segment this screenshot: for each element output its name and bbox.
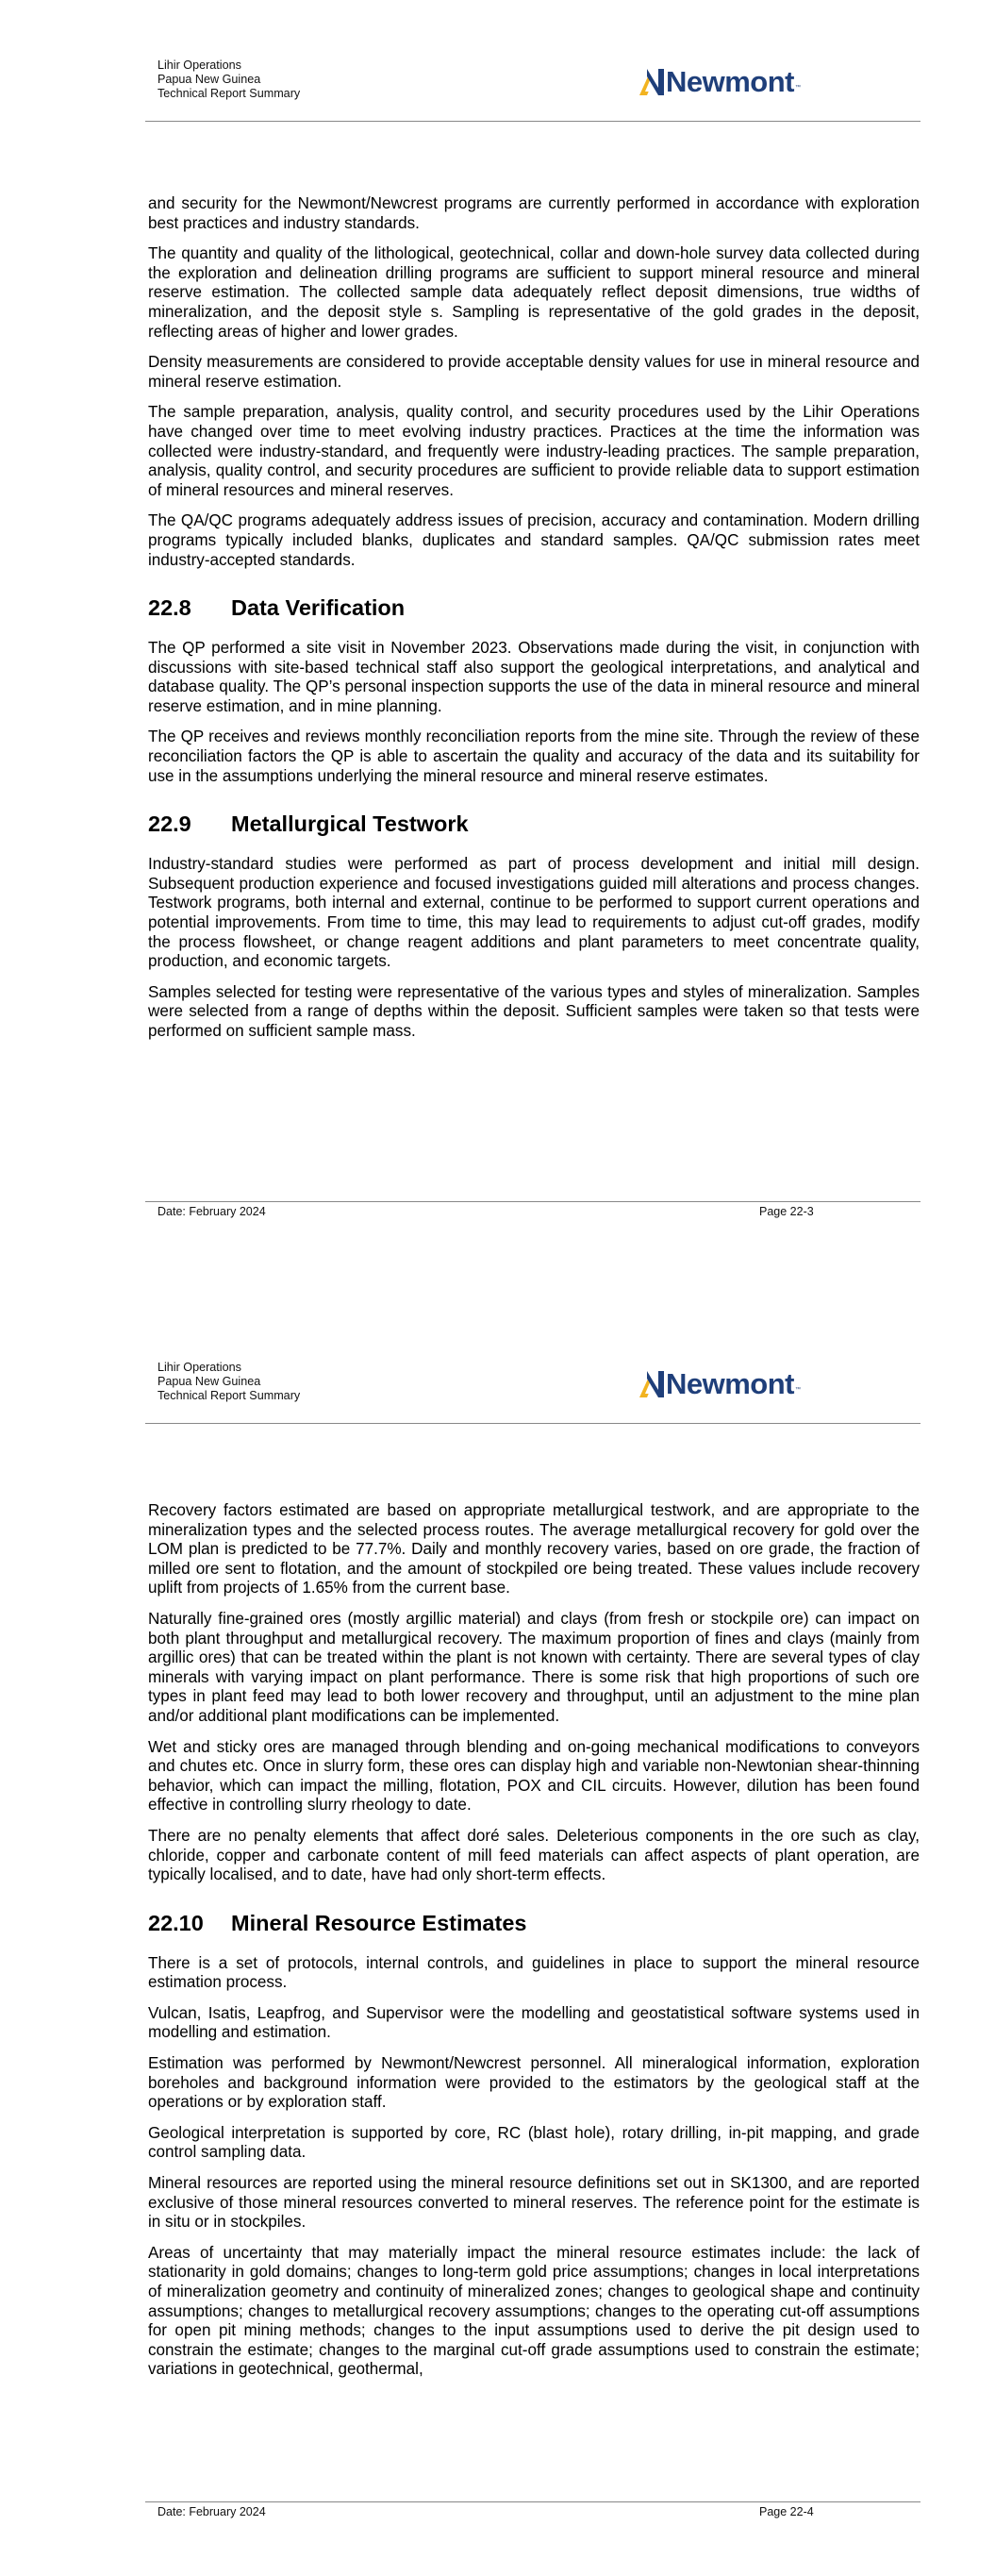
newmont-logo-mark-icon: [639, 1369, 666, 1397]
section-heading-mineral-resource-estimates: [148, 1911, 920, 1936]
document-page-2: [0, 1288, 995, 2576]
footer-page-number: Page 22-4: [759, 2505, 814, 2518]
body-paragraph: The QP receives and reviews monthly reconciliation reports from the mine site. Through the review of these reconciliation factors the QP is able to ascertain the quality and accuracy of the data and its suitability for use in the assumptions underlying the mineral resource and mineral reserve estimates.: [148, 728, 920, 785]
header-report-title: Technical Report Summary: [158, 87, 301, 100]
logo-trademark: ™: [795, 1387, 801, 1393]
footer-page-number: Page 22-3: [759, 1205, 814, 1218]
header-operation: Lihir Operations: [158, 1361, 241, 1374]
section-heading-data-verification: [148, 595, 920, 621]
body-paragraph: The QA/QC programs adequately address issues of precision, accuracy and contamination. Modern drilling programs typically included blanks, duplicates and standard samples. QA/QC submission rates meet industry-accepted standards.: [148, 511, 920, 569]
body-paragraph: Samples selected for testing were representative of the various types and styles of mineralization. Samples were selected from a range of depths within the deposit. Sufficient samples were taken so that tests were performed on sufficient sample mass.: [148, 982, 920, 1040]
page-header-text: [158, 59, 300, 101]
body-paragraph: Mineral resources are reported using the mineral resource definitions set out in SK1300, and are reported exclusive of those mineral resources converted to mineral reserves. The reference point for the estimate is in situ or in stockpiles.: [148, 2174, 920, 2232]
body-paragraph: Vulcan, Isatis, Leapfrog, and Supervisor were the modelling and geostatistical software systems used in modelling and estimation.: [148, 2003, 920, 2042]
page-body: [148, 1501, 920, 2391]
section-number: 22.9: [148, 811, 191, 837]
body-paragraph: Density measurements are considered to provide acceptable density values for use in mineral resource and mineral reserve estimation.: [148, 353, 920, 391]
logo-wordmark: Newmont: [666, 1366, 794, 1400]
header-operation: Lihir Operations: [158, 59, 241, 72]
body-paragraph: Industry-standard studies were performed as part of process development and initial mill design. Subsequent production experience and focused investigations guided mill alterations and process changes. Testwork programs, both internal and external, continue to be performed to support current operations and potential improvements. From time to time, this may lead to requirements to adjust cut-off grades, modify the process flowsheet, or change reagent additions and plant parameters to meet concentrate quality, production, and economic targets.: [148, 855, 920, 971]
header-country: Papua New Guinea: [158, 1375, 261, 1388]
footer-divider: [145, 1201, 920, 1202]
header-country: Papua New Guinea: [158, 73, 261, 86]
section-number: 22.10: [148, 1910, 204, 1935]
footer-date: Date: February 2024: [158, 1205, 266, 1218]
body-paragraph: The quantity and quality of the lithological, geotechnical, collar and down-hole survey data collected during the exploration and delineation drilling programs are sufficient to support mineral resource and mineral reserve estimation. The collected sample data adequately reflect deposit dimensions, true widths of mineralization, and the deposit style s. Sampling is representative of the gold grades in the deposit, reflecting areas of higher and lower grades.: [148, 244, 920, 341]
section-title: Mineral Resource Estimates: [231, 1910, 527, 1935]
header-divider: [145, 1423, 920, 1424]
footer-date: Date: February 2024: [158, 2505, 266, 2518]
body-paragraph: Areas of uncertainty that may materially impact the mineral resource estimates include: the lack of stationarity in gold domains; changes to long-term gold price assumptions; changes in local interpretations of mineralization geometry and continuity of mineralized zones; changes to geological shape and continuity assumptions; changes to metallurgical recovery assumptions; changes to the operating cut-off assumptions for open pit mining methods; changes to the input assumptions used to derive the pit design used to constrain the estimate; changes to the marginal cut-off grade assumptions used to constrain the estimate; variations in geotechnical, geothermal,: [148, 2243, 920, 2379]
body-paragraph: The sample preparation, analysis, quality control, and security procedures used by the Lihir Operations have changed over time to meet evolving industry practices. Practices at the time the information was collected were industry-standard, and frequently were industry-leading practices. The sample preparation, analysis, quality control, and security procedures are sufficient to provide reliable data to support estimation of mineral resources and mineral reserves.: [148, 403, 920, 499]
body-paragraph: There is a set of protocols, internal controls, and guidelines in place to support the mineral resource estimation process.: [148, 1953, 920, 1992]
body-paragraph: There are no penalty elements that affect doré sales. Deleterious components in the ore such as clay, chloride, copper and carbonate content of mill feed materials can affect aspects of plant operation, are typically localised, and to date, have had only short-term effects.: [148, 1826, 920, 1884]
header-divider: [145, 121, 920, 122]
header-report-title: Technical Report Summary: [158, 1389, 301, 1402]
section-title: Metallurgical Testwork: [231, 811, 469, 837]
logo-wordmark: Newmont: [666, 64, 794, 98]
section-heading-metallurgical-testwork: [148, 811, 920, 837]
body-paragraph: Estimation was performed by Newmont/Newcrest personnel. All mineralogical information, exploration boreholes and background information were provided to the estimators by the geological staff at the operations or by exploration staff.: [148, 2054, 920, 2112]
newmont-logo-mark-icon: [639, 67, 666, 95]
page-header-text: [158, 1361, 300, 1403]
body-paragraph: and security for the Newmont/Newcrest programs are currently performed in accordance with exploration best practices and industry standards.: [148, 194, 920, 232]
section-title: Data Verification: [231, 595, 406, 621]
page-body: [148, 194, 920, 1053]
body-paragraph: Recovery factors estimated are based on appropriate metallurgical testwork, and are appropriate to the mineralization types and the selected process routes. The average metallurgical recovery for gold over the LOM plan is predicted to be 77.7%. Daily and monthly recovery varies, based on ore grade, the fraction of milled ore sent to flotation, and the amount of stockpiled ore being treated. These values include recovery uplift from projects of 1.65% from the current base.: [148, 1501, 920, 1597]
logo-trademark: ™: [795, 85, 801, 91]
body-paragraph: Naturally fine-grained ores (mostly argillic material) and clays (from fresh or stockpile ore) can impact on both plant throughput and metallurgical recovery. The maximum proportion of fines and clays (mainly from argillic ores) that can be treated within the plant is not known with certainty. There are several types of clay minerals with varying impact on plant performance. There is some risk that high proportions of such ore types in plant feed may lead to both lower recovery and throughput, until an adjustment to the mine plan and/or additional plant modifications can be implemented.: [148, 1609, 920, 1725]
footer-divider: [145, 2501, 920, 2502]
body-paragraph: Geological interpretation is supported by core, RC (blast hole), rotary drilling, in-pit mapping, and grade control sampling data.: [148, 2123, 920, 2162]
body-paragraph: Wet and sticky ores are managed through blending and on-going mechanical modifications to conveyors and chutes etc. Once in slurry form, these ores can display high and variable non-Newtonian shear-thinning behavior, which can impact the milling, flotation, POX and CIL circuits. However, dilution has been found effective in controlling slurry rheology to date.: [148, 1737, 920, 1815]
newmont-logo: [639, 1364, 801, 1402]
section-number: 22.8: [148, 595, 191, 621]
body-paragraph: The QP performed a site visit in November 2023. Observations made during the visit, in conjunction with discussions with site-based technical staff also support the geological interpretations, and analytical and database quality. The QP’s personal inspection supports the use of the data in mineral resource and mineral reserve estimation, and in mine planning.: [148, 639, 920, 715]
newmont-logo: [639, 62, 801, 100]
